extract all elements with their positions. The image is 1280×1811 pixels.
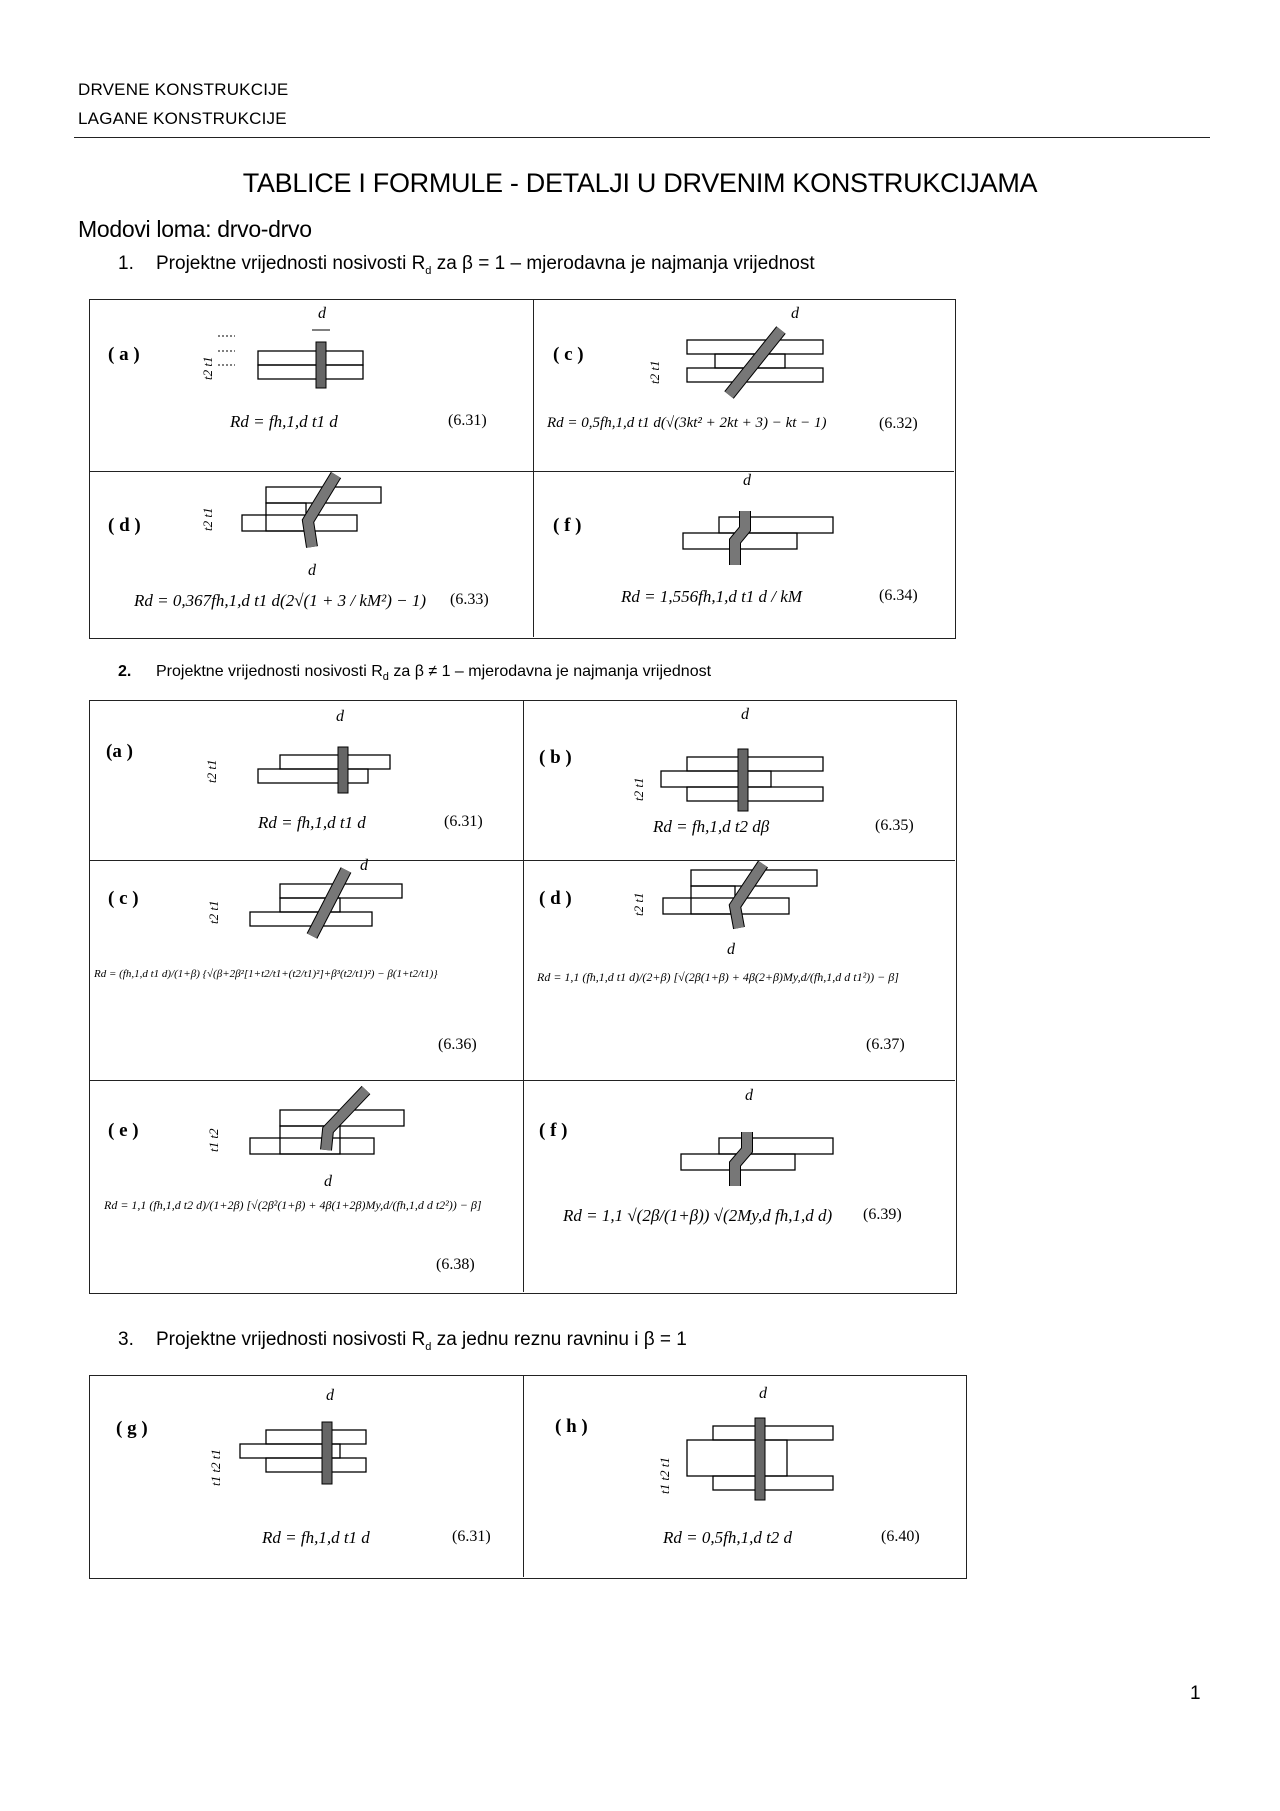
eq-number: (6.31) bbox=[448, 412, 487, 429]
joint-diagram-c bbox=[533, 300, 957, 471]
section-2-number: 2. bbox=[118, 663, 132, 680]
svg-text:d: d bbox=[791, 305, 799, 322]
eq-number: (6.33) bbox=[450, 591, 489, 608]
section-3-text: Projektne vrijednosti nosivosti R bbox=[156, 1329, 426, 1350]
svg-text:t2 t1: t2 t1 bbox=[200, 507, 215, 531]
section-2-heading bbox=[118, 663, 711, 683]
svg-text:t2 t1: t2 t1 bbox=[631, 892, 646, 916]
section-3-sub: d bbox=[425, 1340, 432, 1353]
svg-text:d: d bbox=[743, 472, 751, 489]
section-2-text2: za bbox=[388, 663, 415, 680]
svg-text:d: d bbox=[308, 562, 316, 579]
section-1-text2: za bbox=[431, 253, 463, 274]
joint-diagram-a bbox=[90, 701, 523, 860]
formula-6-34: Rd = 1,556fh,1,d t1 d / kM bbox=[621, 587, 802, 606]
section-3-number: 3. bbox=[118, 1329, 134, 1350]
table-3-cell-h bbox=[523, 1376, 965, 1577]
page-number: 1 bbox=[1190, 1683, 1201, 1704]
eq-number: (6.34) bbox=[879, 587, 918, 604]
joint-diagram-a bbox=[90, 300, 533, 471]
eq-number: (6.38) bbox=[436, 1256, 475, 1273]
table-2 bbox=[89, 700, 957, 1294]
section-1-text: Projektne vrijednosti nosivosti R bbox=[156, 253, 426, 274]
table-1-cell-c bbox=[533, 300, 957, 471]
section-2-beta: β ≠ 1 – mjerodavna je najmanja vrijednost bbox=[414, 663, 712, 680]
svg-text:t1 t2 t1: t1 t2 t1 bbox=[657, 1457, 672, 1494]
formula-6-32: Rd = 0,5fh,1,d t1 d(√(3kt² + 2kt + 3) − kt − 1) bbox=[547, 415, 827, 431]
svg-text:t1 t2 t1: t1 t2 t1 bbox=[208, 1449, 223, 1486]
table-2-cell-e bbox=[90, 1080, 523, 1292]
svg-text:d: d bbox=[324, 1173, 332, 1190]
svg-text:d: d bbox=[745, 1087, 753, 1104]
eq-number: (6.35) bbox=[875, 817, 914, 834]
svg-text:t1 t2: t1 t2 bbox=[206, 1128, 221, 1152]
table-1-cell-f bbox=[533, 471, 957, 637]
svg-text:t2 t1: t2 t1 bbox=[631, 777, 646, 801]
case-label: (a ) bbox=[106, 741, 133, 762]
table-1 bbox=[89, 299, 956, 639]
svg-text:d: d bbox=[336, 708, 344, 725]
joint-diagram-f bbox=[533, 471, 957, 637]
table-1-cell-a bbox=[90, 300, 533, 471]
table-3 bbox=[89, 1375, 967, 1579]
case-label: ( c ) bbox=[553, 344, 584, 365]
section-1-heading bbox=[118, 253, 815, 277]
table-3-cell-g bbox=[90, 1376, 523, 1577]
formula-6-31: Rd = fh,1,d t1 d bbox=[230, 412, 338, 431]
svg-text:d: d bbox=[759, 1385, 767, 1402]
formula-6-31: Rd = fh,1,d t1 d bbox=[258, 813, 366, 832]
eq-number: (6.36) bbox=[438, 1036, 477, 1053]
svg-text:d: d bbox=[360, 857, 368, 874]
case-label: ( b ) bbox=[539, 747, 572, 768]
eq-number: (6.40) bbox=[881, 1528, 920, 1545]
eq-number: (6.39) bbox=[863, 1206, 902, 1223]
case-label: ( c ) bbox=[108, 888, 139, 909]
header-line-2: LAGANE KONSTRUKCIJE bbox=[78, 109, 287, 128]
svg-text:t2 t1: t2 t1 bbox=[204, 759, 219, 783]
section-2-sub: d bbox=[382, 671, 389, 684]
eq-number: (6.32) bbox=[879, 415, 918, 432]
svg-text:d: d bbox=[741, 706, 749, 723]
eq-number: (6.31) bbox=[444, 813, 483, 830]
table-1-cell-d bbox=[90, 471, 533, 637]
formula-6-36: Rd = (fh,1,d t1 d)/(1+β) {√(β+2β²[1+t2/t1+(t2/t1)²]+β³(t2/t1)²) − β(1+t2/t1)} bbox=[94, 968, 438, 980]
table-2-cell-b bbox=[523, 701, 955, 860]
table-2-cell-c bbox=[90, 857, 523, 1080]
table-2-cell-d bbox=[523, 860, 955, 1080]
formula-6-37: Rd = 1,1 (fh,1,d t1 d)/(2+β) [√(2β(1+β) + 4β(2+β)My,d/(fh,1,d d t1²)) − β] bbox=[537, 970, 899, 984]
section-3-text2: za jednu reznu ravninu i bbox=[431, 1329, 644, 1350]
header-line-1: DRVENE KONSTRUKCIJE bbox=[78, 80, 289, 99]
section-2-text: Projektne vrijednosti nosivosti R bbox=[156, 663, 383, 680]
eq-number: (6.31) bbox=[452, 1528, 491, 1545]
svg-text:d: d bbox=[318, 305, 326, 322]
table-2-cell-f bbox=[523, 1080, 955, 1292]
section-1-beta: β = 1 – mjerodavna je najmanja vrijednost bbox=[462, 253, 815, 274]
case-label: ( f ) bbox=[539, 1120, 568, 1141]
section-1-sub: d bbox=[425, 264, 432, 277]
case-label: ( d ) bbox=[108, 515, 141, 536]
formula-6-40: Rd = 0,5fh,1,d t2 d bbox=[663, 1528, 793, 1547]
eq-number: (6.37) bbox=[866, 1036, 905, 1053]
section-subtitle: Modovi loma: drvo-drvo bbox=[78, 216, 312, 242]
formula-6-38: Rd = 1,1 (fh,1,d t2 d)/(1+2β) [√(2β²(1+β) + 4β(1+2β)My,d/(fh,1,d d t2²)) − β] bbox=[104, 1198, 482, 1212]
section-3-beta: β = 1 bbox=[643, 1329, 687, 1350]
case-label: ( d ) bbox=[539, 888, 572, 909]
section-3-heading bbox=[118, 1329, 687, 1353]
page-title: TABLICE I FORMULE - DETALJI U DRVENIM KONSTRUKCIJAMA bbox=[242, 168, 1038, 198]
formula-6-31: Rd = fh,1,d t1 d bbox=[262, 1528, 370, 1547]
formula-6-35: Rd = fh,1,d t2 dβ bbox=[653, 817, 770, 836]
svg-text:d: d bbox=[326, 1387, 334, 1404]
case-label: ( g ) bbox=[116, 1418, 148, 1439]
case-label: ( f ) bbox=[553, 515, 582, 536]
case-label: ( a ) bbox=[108, 344, 140, 365]
formula-6-33: Rd = 0,367fh,1,d t1 d(2√(1 + 3 / kM²) − 1) bbox=[134, 591, 426, 610]
formula-6-39: Rd = 1,1 √(2β/(1+β)) √(2My,d fh,1,d d) bbox=[563, 1206, 833, 1225]
svg-text:t2 t1: t2 t1 bbox=[647, 360, 662, 384]
svg-text:d: d bbox=[727, 941, 735, 958]
table-2-cell-a bbox=[90, 701, 523, 860]
svg-text:t2 t1: t2 t1 bbox=[200, 356, 215, 380]
case-label: ( h ) bbox=[555, 1416, 588, 1437]
joint-diagram-d bbox=[90, 471, 533, 637]
svg-text:t2 t1: t2 t1 bbox=[206, 900, 221, 924]
joint-diagram-f bbox=[523, 1080, 955, 1292]
section-1-number: 1. bbox=[118, 253, 134, 274]
case-label: ( e ) bbox=[108, 1120, 139, 1141]
header-rule bbox=[74, 137, 1210, 138]
